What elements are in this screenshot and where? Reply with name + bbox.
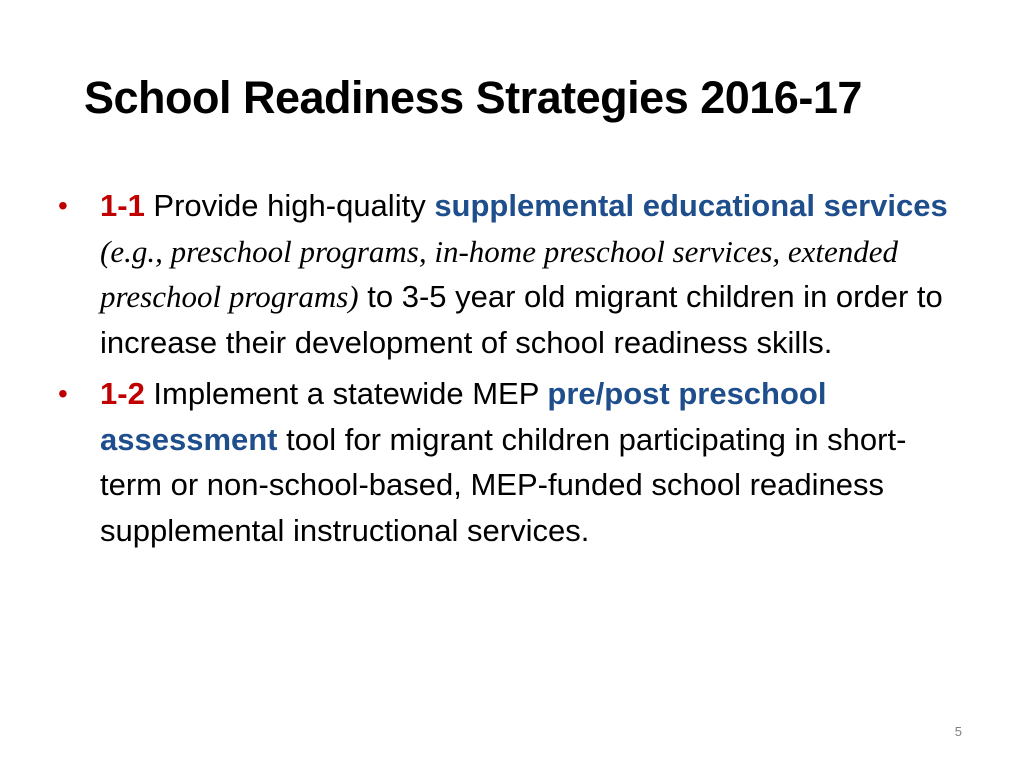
italic-examples: (e.g., preschool programs, in-home preschool services, extended preschool programs) [100, 233, 899, 314]
bullet-text: Implement a statewide MEP [144, 376, 548, 411]
bullet-icon: • [58, 378, 68, 409]
bullet-text: Provide high-quality [144, 188, 435, 223]
highlighted-text: supplemental educational services [434, 188, 948, 223]
highlighted-text: pre/post preschool assessment [100, 376, 827, 457]
bullet-item-1-2 [56, 371, 956, 553]
page-number: 5 [954, 724, 962, 739]
strategy-number: 1-2 [100, 376, 145, 411]
bullet-item-1-1 [56, 183, 956, 365]
bullet-text: to 3-5 year old migrant children in order to increase their development of school readiness skills. [100, 279, 943, 360]
strategy-number: 1-1 [100, 188, 145, 223]
bullet-text: tool for migrant children participating in short-term or non-school-based, MEP-funded school readiness supplemental instructional services. [100, 421, 907, 548]
slide-title: School Readiness Strategies 2016-17 [84, 72, 862, 123]
bullet-icon: • [58, 190, 68, 221]
bullet-list [56, 183, 956, 559]
